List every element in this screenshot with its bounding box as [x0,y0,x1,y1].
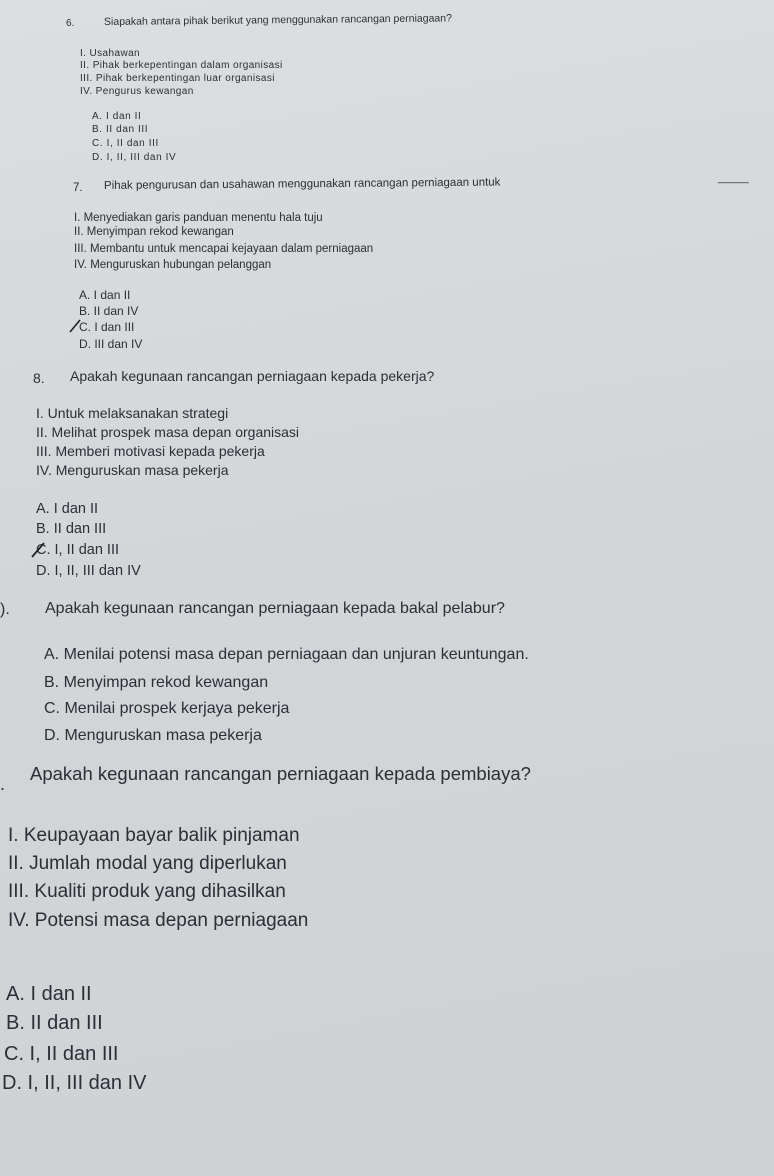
question-text: Apakah kegunaan rancangan perniagaan kepada pekerja? [70,368,435,384]
statement: I. Untuk melaksanakan strategi [36,405,229,421]
option-d[interactable]: D. Menguruskan masa pekerja [44,727,262,744]
option-d[interactable]: D. I, II, III dan IV [36,563,141,579]
option-d[interactable]: D. I, II, III dan IV [92,152,177,163]
statement: II. Menyimpan rekod kewangan [74,226,234,238]
option-b[interactable]: B. II dan III [92,124,149,135]
option-a[interactable]: A. I dan II [79,288,131,302]
statement: I. Menyediakan garis panduan menentu hala tuju [74,212,323,224]
check-mark-icon [68,318,82,334]
statement: III. Memberi motivasi kepada pekerja [36,443,265,459]
option-c[interactable]: C. Menilai prospek kerjaya pekerja [44,700,290,717]
statement: II. Pihak berkepentingan dalam organisasi [80,60,283,71]
statement: IV. Menguruskan masa pekerja [36,462,229,478]
option-b[interactable]: B. II dan IV [79,304,139,318]
question-text: Pihak pengurusan dan usahawan menggunakan rancangan perniagaan untuk [103,176,501,192]
statement: IV. Potensi masa depan perniagaan [8,910,309,931]
statement: III. Membantu untuk mencapai kejayaan dalam perniagaan [74,243,374,255]
option-d[interactable]: D. I, II, III dan IV [2,1072,147,1094]
question-text: Apakah kegunaan rancangan perniagaan kepada pembiaya? [30,763,531,784]
option-c[interactable]: C. I, II dan III [92,138,159,149]
statement: II. Jumlah modal yang diperlukan [8,853,287,874]
option-b[interactable]: B. II dan III [36,521,107,537]
option-c[interactable]: C. I, II dan III [36,542,120,558]
question-number: . [0,774,6,794]
statement: III. Pihak berkepentingan luar organisasi [80,73,275,84]
option-d[interactable]: D. III dan IV [79,337,143,351]
option-a[interactable]: A. I dan II [92,111,142,122]
question-number: 7. [73,182,83,194]
option-c[interactable]: C. I, II dan III [4,1043,119,1065]
option-a[interactable]: A. I dan II [6,983,92,1005]
option-a[interactable]: A. I dan II [36,501,99,517]
statement: IV. Menguruskan hubungan pelanggan [74,259,272,271]
option-c[interactable]: C. I dan III [79,320,135,334]
question-text: Apakah kegunaan rancangan perniagaan kepada bakal pelabur? [45,600,505,617]
statement: II. Melihat prospek masa depan organisasi [36,424,300,440]
question-number: 6. [66,18,75,29]
statement: I. Keupayaan bayar balik pinjaman [8,825,300,846]
question-text: Siapakah antara pihak berikut yang menggunakan rancangan perniagaan? [103,12,452,28]
question-number: ). [0,601,10,618]
option-a[interactable]: A. Menilai potensi masa depan perniagaan dan unjuran keuntungan. [44,646,529,663]
question-number: 8. [33,370,45,386]
option-b[interactable]: B. Menyimpan rekod kewangan [44,674,269,691]
check-mark-icon [30,541,46,559]
statement: IV. Pengurus kewangan [80,86,194,97]
statement: III. Kualiti produk yang dihasilkan [8,881,286,902]
answer-blank: _____ [718,172,749,184]
statement: I. Usahawan [80,48,140,59]
option-b[interactable]: B. II dan III [6,1012,103,1034]
